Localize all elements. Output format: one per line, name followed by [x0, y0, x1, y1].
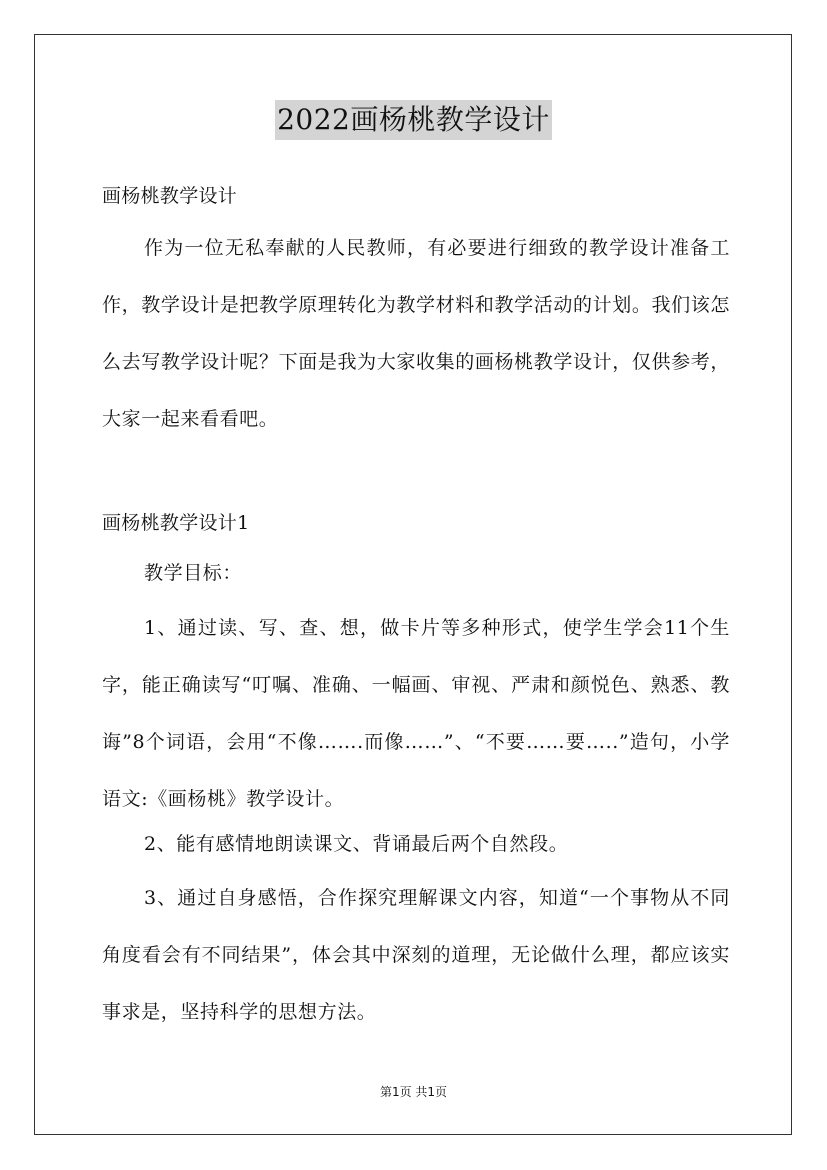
- page-footer: 第1页 共1页: [379, 1085, 448, 1099]
- intro-paragraph: 作为一位无私奉献的人民教师，有必要进行细致的教学设计准备工作，教学设计是把教学原理转化为教学材料和教学活动的计划。我们该怎么去写教学设计呢？下面是我为大家收集的画杨桃教学设计，仅供参考，大家一起来看看吧。: [102, 237, 730, 430]
- title-container: [0, 100, 827, 140]
- subtitle: 画杨桃教学设计: [102, 185, 238, 207]
- goal-label: 教学目标：: [144, 562, 243, 584]
- document-title: 2022画杨桃教学设计: [275, 100, 552, 140]
- goal-item-1: 1、通过读、写、查、想，做卡片等多种形式，使学生学会11个生字，能正确读写“叮嘱、准确、一幅画、审视、严肃和颜悦色、熟悉、教诲”8个词语，会用“不像…….而像……”、“不要……要…..”造句，小学语文:《画杨桃》教学设计。: [102, 617, 730, 810]
- goal-item-2: 2、能有感情地朗读课文、背诵最后两个自然段。: [144, 833, 569, 855]
- section-heading: 画杨桃教学设计1: [102, 512, 250, 534]
- goal-item-3: 3、通过自身感悟，合作探究理解课文内容，知道“一个事物从不同角度看会有不同结果”，体会其中深刻的道理，无论做什么理，都应该实事求是，坚持科学的思想方法。: [102, 887, 730, 1023]
